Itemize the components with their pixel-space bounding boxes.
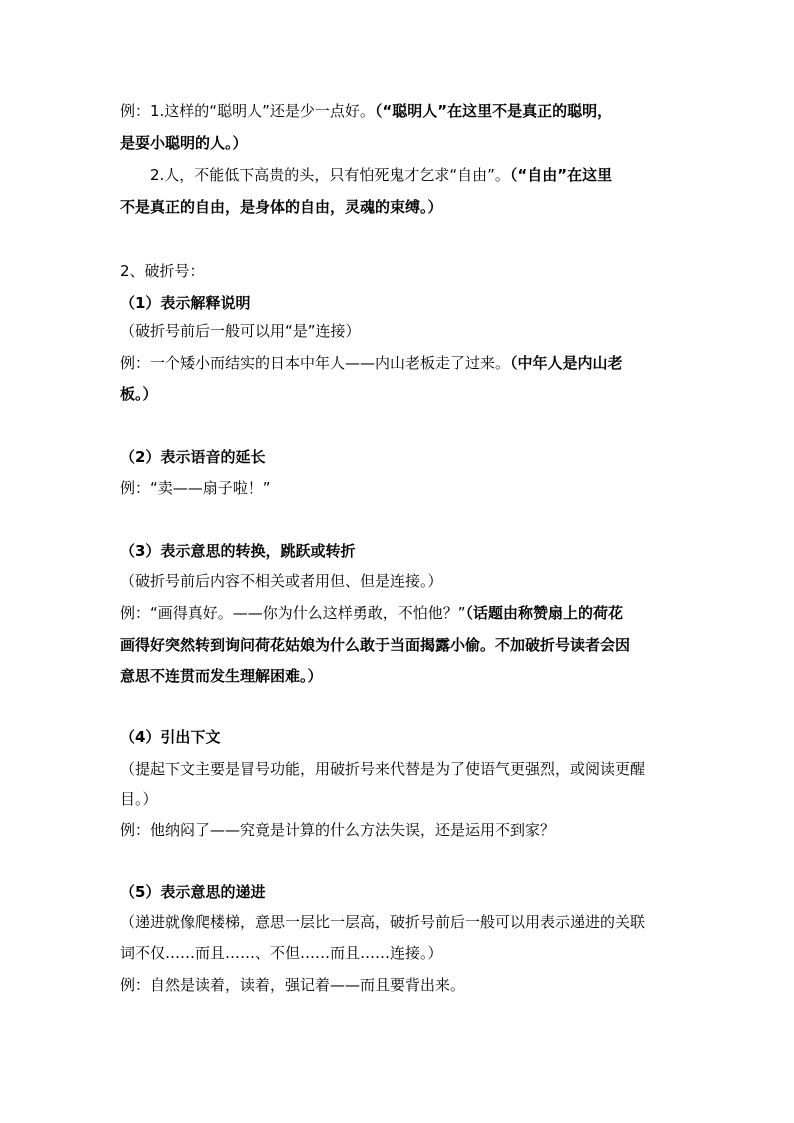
subsection-1-note: （破折号前后一般可以用“是”连接） <box>120 322 361 340</box>
subsection-4-note-1: （提起下文主要是冒号功能，用破折号来代替是为了使语气更强烈，或阅读更醒 <box>120 760 646 778</box>
subsection-1-example-text: 例：一个矮小而结实的日本中年人——内山老板走了过来。 <box>120 354 511 372</box>
section-title-dash: 2、破折号： <box>120 262 205 280</box>
subsection-5-heading: （5）表示意思的递进 <box>120 883 266 901</box>
example-1-line <box>120 101 680 121</box>
example-2-text: 2.人，不能低下高贵的头，只有怕死鬼才乞求“自由”。 <box>150 166 510 184</box>
subsection-1-heading: （1）表示解释说明 <box>120 294 251 312</box>
example-2-line <box>150 165 710 185</box>
example-2-explanation-cont: 不是真正的自由，是身体的自由，灵魂的束缚。） <box>120 198 443 216</box>
subsection-3-example <box>120 603 680 623</box>
subsection-1-example-explanation: （中年人是内山老 <box>510 354 623 372</box>
subsection-3-heading: （3）表示意思的转换，跳跃或转折 <box>120 542 356 560</box>
subsection-5-note-2: 词不仅……而且……、不但……而且……连接。） <box>120 944 443 962</box>
subsection-3-example-text: 例：“画得真好。——你为什么这样勇敢，不怕他？” <box>120 604 466 622</box>
subsection-3-example-explanation-cont-1: 画得好突然转到询问荷花姑娘为什么敢于当面揭露小偷。不加破折号读者会因 <box>120 636 631 654</box>
subsection-5-example: 例：自然是读着，读着，强记着——而且要背出来。 <box>120 976 466 994</box>
subsection-3-example-explanation: （话题由称赞扇上的荷花 <box>465 604 624 622</box>
subsection-3-example-explanation-cont-2: 意思不连贯而发生理解困难。） <box>120 667 323 685</box>
subsection-4-note-2: 目。） <box>120 790 158 808</box>
subsection-1-example <box>120 353 680 373</box>
example-1-explanation: （“聪明人”在这里不是真正的聪明， <box>374 102 613 120</box>
example-1-text: 例：1.这样的“聪明人”还是少一点好。 <box>120 102 375 120</box>
subsection-3-note: （破折号前后内容不相关或者用但、但是连接。） <box>120 572 443 590</box>
subsection-4-example: 例：他纳闷了——究竟是计算的什么方法失误，还是运用不到家？ <box>120 821 556 839</box>
subsection-1-example-explanation-cont: 板。） <box>120 385 158 403</box>
example-2-explanation: （“自由”在这里 <box>509 166 613 184</box>
subsection-2-heading: （2）表示语音的延长 <box>120 448 266 466</box>
example-1-explanation-cont: 是耍小聪明的人。） <box>120 134 248 152</box>
subsection-2-example: 例：“卖——扇子啦！” <box>120 479 271 497</box>
subsection-4-heading: （4）引出下文 <box>120 728 221 746</box>
subsection-5-note-1: （递进就像爬楼梯，意思一层比一层高，破折号前后一般可以用表示递进的关联 <box>120 913 646 931</box>
